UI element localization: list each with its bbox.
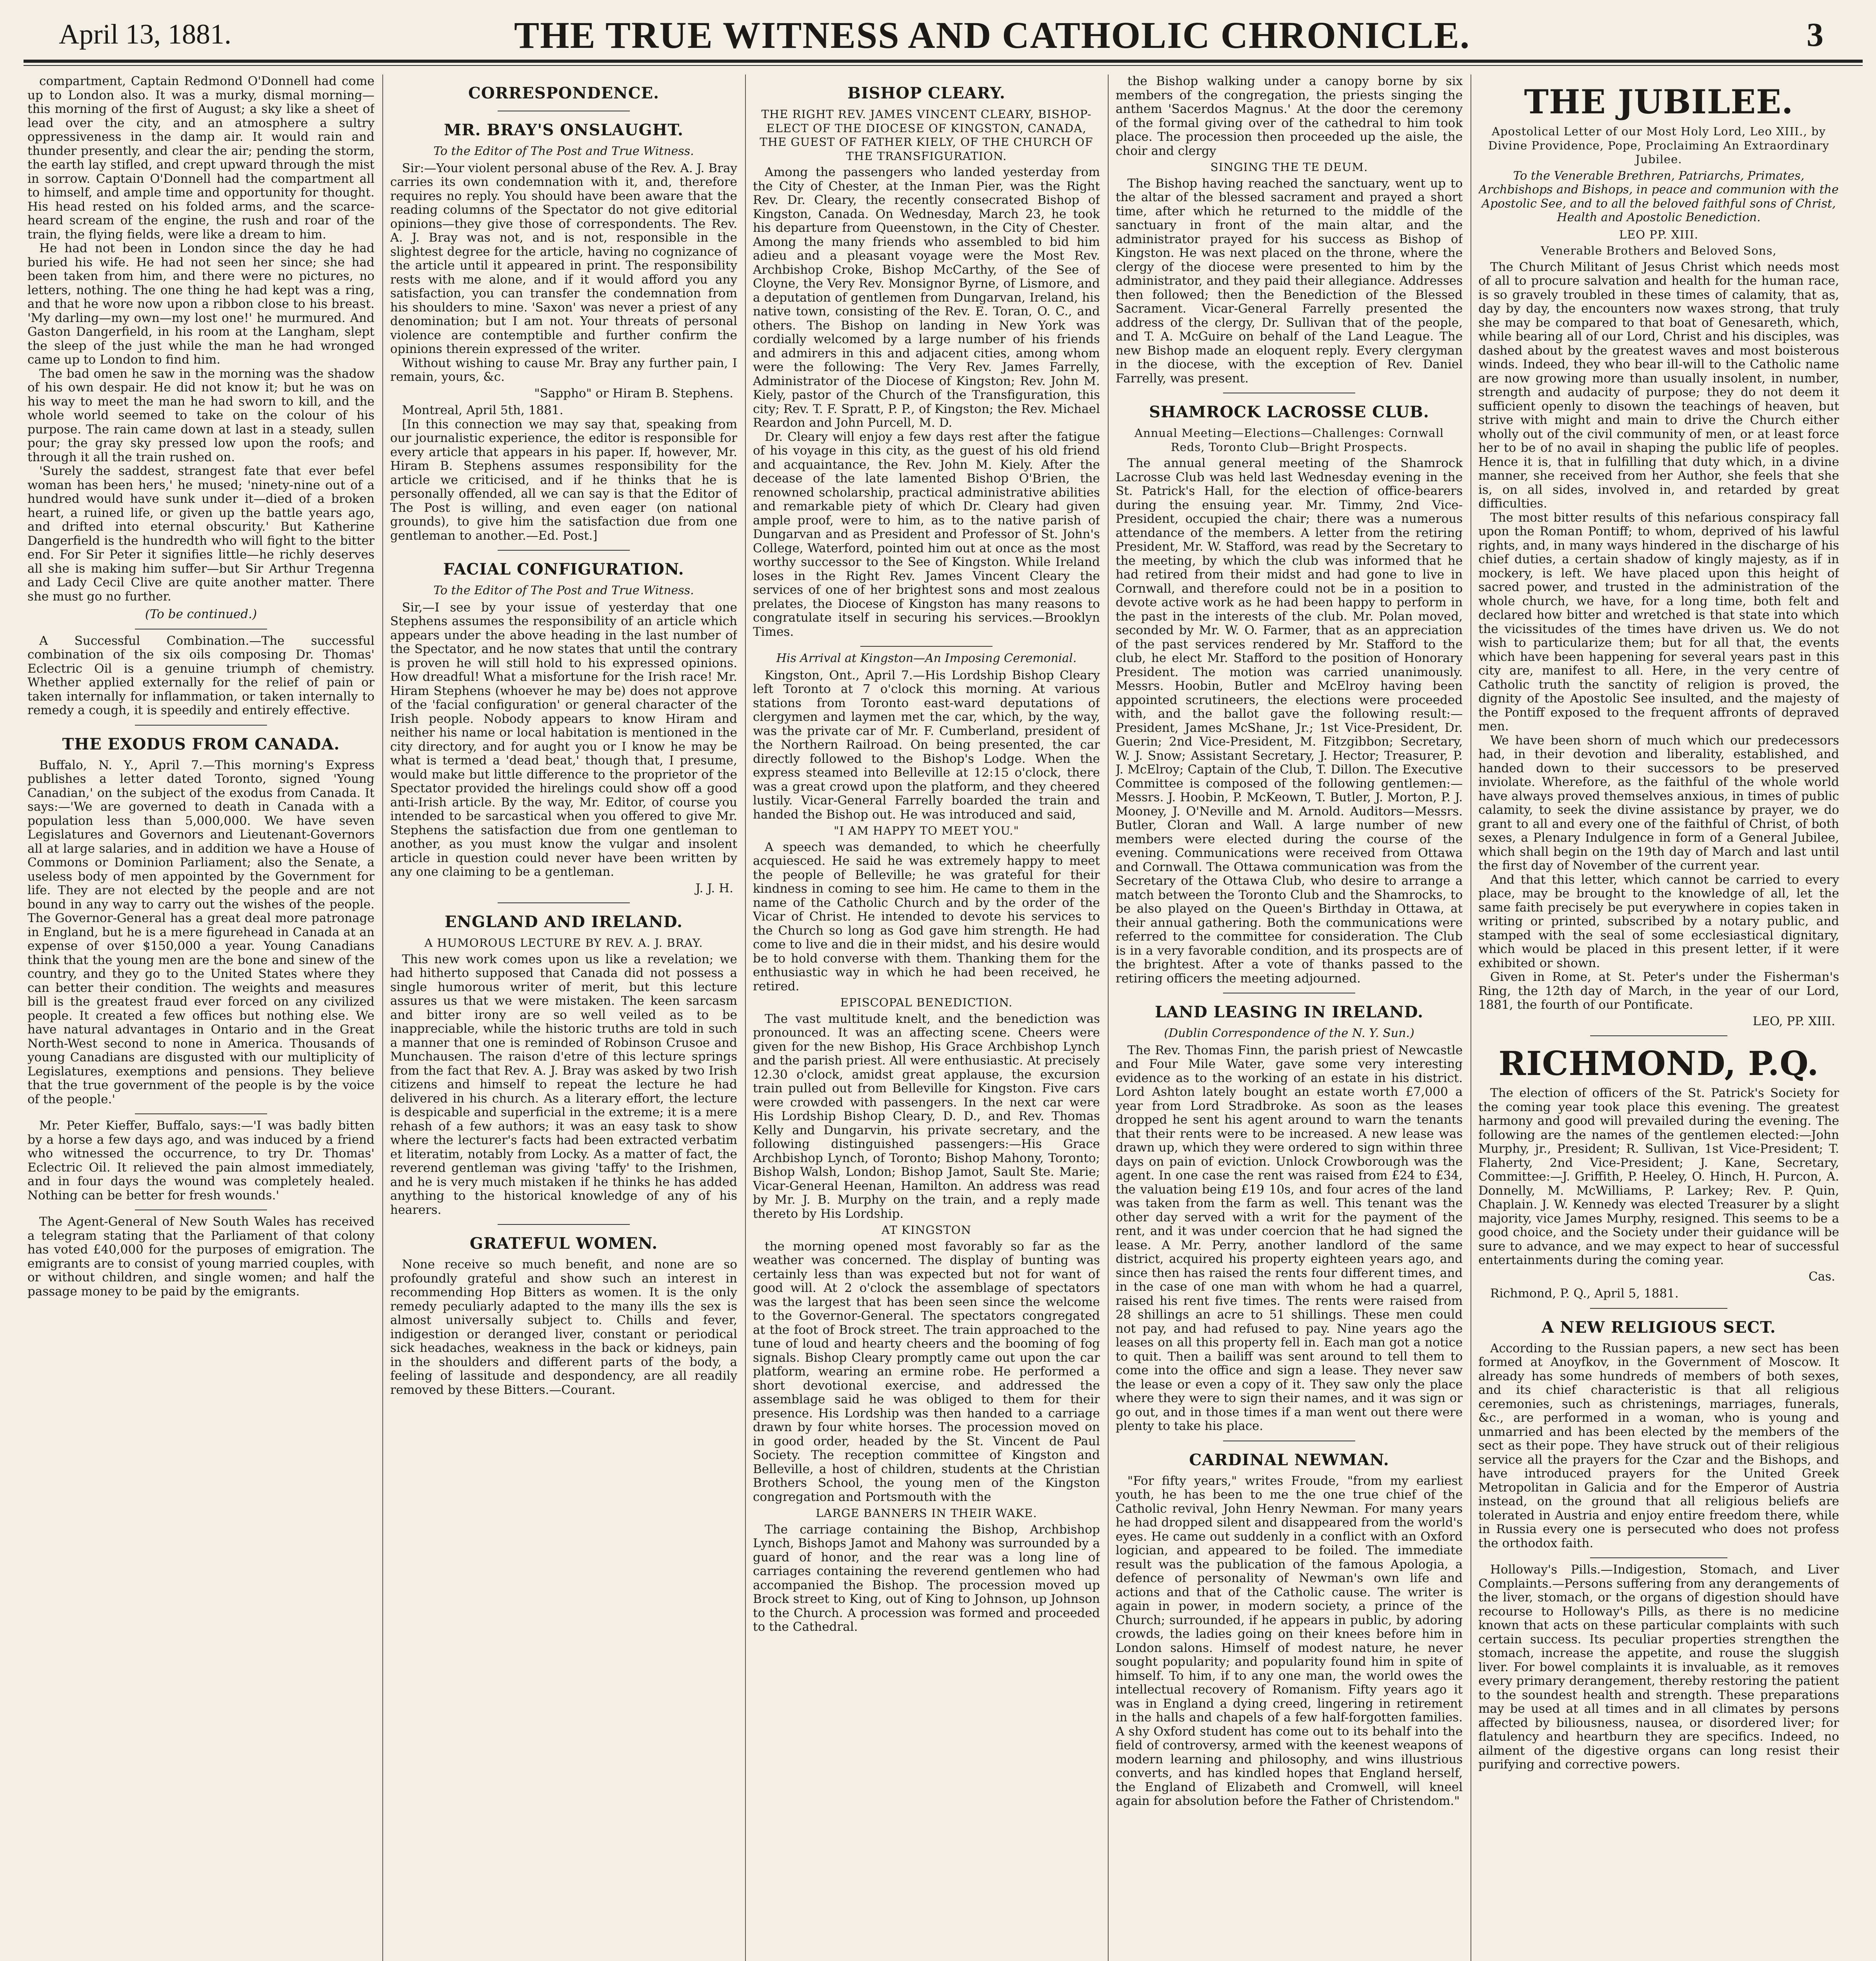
article-subheading: EPISCOPAL BENEDICTION.	[840, 996, 1013, 1009]
article-text: The annual general meeting of the Shamrock Lacrosse Club was held last Wednesday evening in the St. Patrick's Hall, for the election of office-bearers during the ensuing year. Mr. Timmy, 2nd Vice-President, occupied the chair; there was a numerous attendance of the members. A letter from the retiring President, Mr. W. Stafford, was read by the Secretary to the meeting, by which the club was informed that he had retired from their midst and had gone to live in Cornwall, and therefore could not be in a position to devote active work as he had been happy to perform in the past in the interests of the club. Mr. Polan moved, seconded by Mr. W. O. Farmer, that as an appreciation of the past services rendered by Mr. Stafford to the club, he elect Mr. Stafford to the position of Honorary President. The motion was carried unanimously. Messrs. Hoobin, Butler and McElroy having been appointed scrutineers, the elections were proceeded with, and the ballot gave the following result:—President, James McShane, Jr.; 1st Vice-President, Dr. Guerin; 2nd Vice-President, M. Fitzgibbon; Secretary, W. J. Snow; Assistant Secretary, J. Hector; Treasurer, P. J. McElroy; Captain of the Club, T. Dillon. The Executive Committee is composed of the following gentlemen:—Messrs. J. Hoobin, P. McKeown, T. Butler, J. Morton, P. J. Mooney, J. O'Neville and M. Arnold. Auditors—Messrs. Butler, Cloran and Wall. A large number of new members were elected during the course of the evening. Communications were received from Ottawa and Cornwall. The Ottawa communication was from the Secretary of the Ottawa Club, who desire to arrange a match between the Toronto Club and the Shamrocks, to be also played on the Queen's Birthday in Ottawa, at their annual gathering. Both the communications were referred to the committee for consideration. The Club is in a very favorable condition, and its prospects are of the brightest. After a vote of thanks passed to the retiring officers the meeting adjourned.	[1116, 456, 1463, 986]
signature: LEO, PP. XIII.	[1752, 1014, 1835, 1028]
article-subheading: To the Editor of The Post and True Witness.	[433, 144, 694, 158]
column-rule	[382, 75, 383, 1961]
divider	[498, 1224, 629, 1225]
article-text: the Bishop walking under a canopy borne by six members of the congregation, the priests singing the anthem 'Sacerdos Magnus.' At the door the ceremony of the formal giving over of the cathedral to him took place. The procession then proceeded up the aisle, the choir and clergy	[1116, 75, 1463, 158]
story-text: He had not been in London since the day he had buried his wife. He had not seen her since; she had been taken from him, and there were no pictures, no letters, nothing. The one thing he had kept was a ring, and that he wore now upon a ribbon close to his breast. 'My darling—my own—my lost one!' he murmured. And Gaston Dangerfield, in his room at the Langham, slept the sleep of the just while the man he had wronged came up to London to find him.	[27, 241, 374, 367]
column-3	[753, 75, 1100, 1961]
salutation: To the Venerable Brethren, Patriarchs, Primates, Archbishops and Bishops, in peace and communion with the Apostolic See, and to all the beloved faithful sons of Christ, Health and Apostolic Benediction.	[1479, 169, 1839, 224]
header-rule	[24, 60, 1863, 63]
article-subheading: SINGING THE TE DEUM.	[1210, 160, 1368, 174]
article-text: The election of officers of the St. Patrick's Society for the coming year took place this evening. The greatest harmony and good will prevailed during the evening. The following are the names of the gentlemen elected:—John Murphy, jr., President; R. Sullivan, 1st Vice-President; T. Flaherty, 2nd Vice-President; J. Kane, Secretary, Committee:—J. Griffith, P. Heeley, O. Hinch, H. Purcon, A. Donnelly, M. McWilliams, P. Larkey; Rev. P. Quin, Chaplain. J. W. Kennedy was elected Treasurer by a slight majority, vice James Murphy, resigned. This seems to be a good choice, and the Society under their guidance will be sure to advance, and we may expect to hear of successful entertainments during the coming year.	[1478, 1086, 1839, 1267]
article-text: The Church Militant of Jesus Christ which needs most of all to procure salvation and health for the human race, is so gravely troubled in these times of calamity, that as, day by day, the encounters now waxes strong, that truly she may be compared to that boat of Genesareth, which, while bearing all of our Lord, Christ and his disciples, was dashed about by the greatest waves and most boisterous winds. Indeed, they who bear ill-will to the Catholic name are now growing more than usually insolent, in number, strength and audacity of purpose; they do not deem it sufficient openly to disown the teachings of heaven, but strive with might and main to drive the Church either wholly out of the civil community of men, or at least force her to be of no avail in shaping the public life of peoples. Hence it is, that in fulfilling that duty which, in a divine manner, she received from her Author, she feels that she is, on all sides, involved in, and retarded by great difficulties.	[1478, 260, 1839, 511]
signature: J. J. H.	[695, 881, 733, 895]
article-text: A speech was demanded, to which he cheerfully acquiesced. He said he was extremely happy to meet the people of Belleville; he was grateful for their kindness in coming to see him. He came to them in the name of the Catholic Church and by the order of the Vicar of Christ. He intended to devote his services to the Church so long as God gave him strength. He had come to live and die in their midst, and his desire would be to hold converse with them. Thanking them for the enthusiastic way in which he had been received, he retired.	[753, 840, 1100, 993]
page-number: 3	[1807, 16, 1823, 53]
article-subheading: His Arrival at Kingston—An Imposing Ceremonial.	[776, 651, 1077, 665]
issue-date: April 13, 1881.	[59, 18, 231, 50]
article-text: Dr. Cleary will enjoy a few days rest after the fatigue of his voyage in this city, as the guest of his old friend and acquaintance, the Rev. John M. Kiely. After the decease of the late lamented Bishop O'Brien, the renowned scholarship, practical administrative abilities and remarkable piety of which Dr. Cleary had given ample proof, were to him, as to the native parish of Dungarvan and as President and Professor of St. John's College, Waterford, pointed him out at once as the most worthy successor to the See of Kingston. While Ireland loses in the Right Rev. James Vincent Cleary the services of one of her brightest sons and most zealous prelates, the Diocese of Kingston has many reasons to congratulate itself in securing his services.—Brooklyn Times.	[753, 429, 1100, 639]
article-subheading: "I AM HAPPY TO MEET YOU."	[834, 824, 1019, 837]
article-heading: RICHMOND, P.Q.	[1498, 1044, 1819, 1083]
article-subheading: (Dublin Correspondence of the N. Y. Sun.)	[1164, 1026, 1414, 1040]
masthead	[59, 11, 1823, 62]
article-subheading: THE RIGHT REV. JAMES VINCENT CLEARY, BISHOP-ELECT OF THE DIOCESE OF KINGSTON, CANADA, THE GUEST OF FATHER KIELY, OF THE CHURCH OF THE TRANSFIGURATION.	[760, 107, 1093, 163]
article-heading: THE EXODUS FROM CANADA.	[62, 735, 340, 753]
signature: Cas.	[1809, 1269, 1835, 1284]
advertisement: Holloway's Pills.—Indigestion, Stomach, and Liver Complaints.—Persons suffering from any derangements of the liver, stomach, or the organs of digestion should have recourse to Holloway's Pills, as there is no medicine known that acts on these particular complaints with such certain success. Its peculiar properties strengthen the stomach, increase the appetite, and rouse the sluggish liver. For bowel complaints it is invaluable, as it removes every primary derangement, thereby restoring the patient to the soundest health and strength. These preparations may be used at all times and in all climates by persons affected by biliousness, nausea, or disordered liver; for flatulency and heartburn they are specifics. Indeed, no ailment of the digestive organs can long resist their purifying and corrective powers.	[1478, 1563, 1839, 1772]
story-text: 'Surely the saddest, strangest fate that ever befel woman has been hers,' he mused; 'ninety-nine out of a hundred would have sunk under it—died of a broken heart, a ruined life, or given up the battle years ago, and drifted into eternal obscurity.' But Katherine Dangerfield is the hundredth who will fight to the bitter end. For Sir Peter it signifies little—he richly deserves all she is making him suffer—but Sir Arthur Tregenna and Lady Cecil Clive are quite another matter. There she must go no further.	[27, 464, 374, 604]
story-text: compartment, Captain Redmond O'Donnell had come up to London also. It was a murky, dismal morning—this morning of the first of August; a sky like a sheet of lead over the city, and an atmosphere a sultry oppressiveness in the damp air. It would rain and thunder presently, and clear the air; pending the storm, the earth lay stifled, and crept upward through the mist in sorrow. Captain O'Donnell had the compartment all to himself, and ample time and opportunity for thought. His head rested on his folded arms, and the scarce-heard scream of the engine, the rush and roar of the train, the flying fields, were like a dream to him.	[27, 75, 374, 242]
divider	[498, 550, 629, 551]
divider	[860, 646, 992, 647]
article-heading: LAND LEASING IN IRELAND.	[1155, 1003, 1423, 1021]
article-heading: THE JUBILEE.	[1524, 82, 1794, 121]
article-text: This new work comes upon us like a revelation; we had hitherto supposed that Canada did not possess a single humorous writer of merit, but this lecture assures us that we were mistaken. The keen sarcasm and bitter irony are so well veiled as to be inappreciable, while the historic truths are told in such a manner that one is reminded of Robinson Crusoe and Munchausen. The raison d'etre of this lecture springs from the fact that Rev. A. J. Bray was asked by two Irish citizens and himself to repeat the lecture he had delivered in his church. As a literary effort, the lecture is despicable and superficial in the extreme; it is a mere rehash of a few authors; it was an easy task to show where the lecturer's facts had been extracted verbatim et literatim, notably from Locky. As a matter of fact, the reverend gentleman was giving 'taffy' to the Irishmen, and he is very much mistaken if he thinks he has added anything to the historical knowledge of any of his hearers.	[390, 952, 737, 1217]
article-subheading: Annual Meeting—Elections—Challenges: Cornwall Reds, Toronto Club—Bright Prospects.	[1134, 426, 1444, 454]
letter-text: Sir,—I see by your issue of yesterday that one Stephens assumes the responsibility of an article which appears under the above heading in the last number of the Spectator, and he now states that until the contrary is proven he will still hold to his expressed opinions. How dreadful! What a misfortune for the Irish race! Mr. Hiram Stephens (whoever he may be) does not approve of the 'facial configuration' or general character of the Irish people. Nobody appears to know Hiram and neither his name or local habitation is mentioned in the city directory, and for aught you or I know he may be what is termed a 'dead beat,' though that, I presume, would make but little difference to the proprietor of the Spectator provided the hirelings could show off a good anti-Irish article. By the way, Mr. Editor, of course you intended to be sarcastical when you offered to give Mr. Stephens the satisfaction due from one gentleman to another, as you must know the vulgar and insolent article in question could never have been written by any one claiming to be a gentleman.	[390, 600, 737, 879]
article-text: Given in Rome, at St. Peter's under the Fisherman's Ring, the 12th day of March, in the year of our Lord, 1881, the fourth of our Pontificate.	[1478, 970, 1839, 1012]
article-heading: ENGLAND AND IRELAND.	[444, 913, 683, 931]
article-text: The Rev. Thomas Finn, the parish priest of Newcastle and Four Mile Water, gave some very interesting evidence as to the working of an estate in his district. Lord Ashton lately bought an estate worth £7,000 a year from Lord Stradbroke. As soon as the leases dropped he sent his agent around to warn the tenants that their rents were to be increased. A new lease was drawn up, which they were ordered to sign within three days on pain of eviction. Unlock Crowborough was the agent. In one case the rent was raised from £24 to £34, the valuation being £19 10s, and four acres of the land was taken from the farm as well. This tenant was the other day served with a writ for the payment of the rent, and it was under coercion that he had signed the lease. A Mr. Perry, another landlord of the same district, acquired his property eighteen years ago, and since then has raised the rents four different times, and in the case of one man with whom he had a quarrel, raised his rent five times. The rents were raised from 28 shillings an acre to 51 shillings. These men could not pay, and had refused to pay. Nine years ago the leases on all this property fell in. Each man got a notice to quit. Then a bailiff was sent around to tell them to come into the office and sign a lease. They never saw the lease or even a copy of it. They saw only the place where they were to sign their names, and it was sign or go out, and in those times if a man went out there were plenty to take his place.	[1116, 1043, 1463, 1433]
article-heading: CARDINAL NEWMAN.	[1189, 1450, 1389, 1469]
column-5	[1478, 75, 1839, 1961]
article-heading: A NEW RELIGIOUS SECT.	[1542, 1318, 1776, 1337]
divider	[1590, 1035, 1727, 1036]
advertisement: A Successful Combination.—The successful combination of the six oils composing Dr. Thomas' Eclectric Oil is a genuine triumph of chemistry. Whether applied externally for the relief of pain or taken internally for inflammation, or taken internally to remedy a cough, it is speedily and entirely effective.	[27, 633, 374, 717]
article-subheading: LARGE BANNERS IN THEIR WAKE.	[816, 1506, 1037, 1520]
article-text: We have been shorn of much which our predecessors had, in their devotion and liberality, established, and handed down to their successors to be preserved inviolate. Wherefore, as the faithful of the whole world have always proved themselves anxious, in times of public calamity, to seek the divine assistance by prayer, we do grant to all and every one of the faithful of Christ, of both sexes, a Plenary Indulgence in form of a General Jubilee, which shall begin on the 19th day of March and last until the first day of November of the current year.	[1478, 733, 1839, 873]
article-text: The Bishop having reached the sanctuary, went up to the altar of the blessed sacrament and prayed a short time, after which he returned to the middle of the sanctuary in front of the main altar, and the administrator prayed for his success as Bishop of Kingston. He was next placed on the throne, where the clergy of the diocese were presented to him by the administrator, and they paid their allegiance. Addresses then followed; then the Benediction of the Blessed Sacrament. Vicar-General Farrelly presented the address of the clergy, Dr. Sullivan that of the people, and T. A. McGuire on behalf of the Land League. The new Bishop made an eloquent reply. Every clergyman in the diocese, with the exception of Rev. Daniel Farrelly, was present.	[1116, 176, 1463, 386]
article-text: Among the passengers who landed yesterday from the City of Chester, at the Inman Pier, was the Right Rev. Dr. Cleary, the recently consecrated Bishop of Kingston, Canada. On Wednesday, March 23, he took his departure from Queenstown, in the City of Chester. Among the many friends who assembled to bid him adieu and a pleasant voyage were the Most Rev. Archbishop Croke, Bishop McCarthy, of the See of Cloyne, the Very Rev. Monsignor Byrne, of Lismore, and a deputation of gentlemen from Dungarvan, Ireland, his native town, consisting of the Rev. E. Toran, O. C., and others. The Bishop on landing in New York was cordially welcomed by a large number of his friends and admirers in this and adjacent cities, among whom were the following: The Very Rev. James Farrelly, Administrator of the Diocese of Kingston; Rev. John M. Kiely, pastor of the Church of the Transfiguration, this city; Rev. T. F. Spratt, P. P., of Kingston; the Rev. Michael Reardon and John Purcell, M. D.	[753, 165, 1100, 430]
dateline: Richmond, P. Q., April 5, 1881.	[1490, 1286, 1679, 1301]
continued-note: (To be continued.)	[145, 607, 257, 621]
column-rule	[1108, 75, 1109, 1961]
article-text: "For fifty years," writes Froude, "from my earliest youth, he has been to me the one true chief of the Catholic revival, John Henry Newman. For many years he had dropped silent and disappeared from the world's eyes. He came out suddenly in a conflict with an Oxford logician, and appeared to be foiled. The immediate result was the publication of the famous Apologia, a defence of personality of Newman's own life and actions and that of the Catholic cause. The writer is again in power, in modern society, a prince of the Church; surrounded, if he appears in public, by adoring crowds, the ladies going on their knees before him in London salons. Himself of modest nature, he never sought popularity; and popularity found him in spite of himself. To him, if to any one man, the world owes the intellectual recovery of Romanism. Fifty years ago it was in England a dying creed, lingering in retirement in the halls and chapels of a few half-forgotten families. A shy Oxford student has come out to its behalf into the field of controversy, armed with the keenest weapons of modern learning and philosophy, and wins illustrious converts, and has kindled hopes that England herself, the England of Elizabeth and Cromwell, will kneel again for absolution before the Father of Christendom."	[1116, 1473, 1463, 1808]
divider	[1590, 1308, 1727, 1309]
article-text: According to the Russian papers, a new sect has been formed at Anoyfkov, in the Government of Moscow. It already has some hundreds of members of both sexes, and its chief characteristic is that all religious ceremonies, such as christenings, marriages, funerals, &c., are performed in a woman, who is young and unmarried and has been elected by the members of the sect as their pope. They have struck out of their religious service all the prayers for the Czar and the Bishops, and have introduced prayers for the United Greek Metropolitan in Galicia and for the Emperor of Austria instead, on the ground that all religious beliefs are tolerated in Austria and enjoy entire freedom there, while in Russia every one is persecuted who does not profess the orthodox faith.	[1478, 1341, 1839, 1550]
article-text: The vast multitude knelt, and the benediction was pronounced. It was an affecting scene. Cheers were given for the new Bishop, His Grace Archbishop Lynch and the parish priest. All were enthusiastic. At precisely 12.30 o'clock, amidst great applause, the excursion train pulled out from Belleville for Kingston. Five cars were crowded with passengers. In the next car were His Lordship Bishop Cleary, D. D., and Rev. Thomas Kelly and Dungarvin, his private secretary, and the following distinguished passengers:—His Grace Archbishop Lynch, of Toronto; Bishop Mahony, Toronto; Bishop Walsh, London; Bishop Jamot, Sault Ste. Marie; Vicar-General Heenan, Hamilton. An address was read by Mr. J. B. Murphy on the train, and a reply made thereto by His Lordship.	[753, 1011, 1100, 1221]
editor-note: [In this connection we may say that, speaking from our journalistic experience, the editor is responsible for every article that appears in his paper. If, however, Mr. Hiram B. Stephens assumes responsibility for the article we criticised, and if he thinks that he is personally offended, all we can say is that the Editor of The Post is willing, and even eager (on national grounds), to give him the satisfaction due from one gentleman to another.—Ed. Post.]	[390, 417, 737, 543]
divider	[135, 725, 267, 726]
column-2	[390, 75, 737, 1961]
divider	[1590, 1557, 1727, 1558]
advertisement: None receive so much benefit, and none are so profoundly grateful and show such an interest in recommending Hop Bitters as women. It is the only remedy peculiarly adapted to the many ills the sex is almost universally subject to. Chills and fever, indigestion or deranged liver, constant or periodical sick headaches, weakness in the back or kidneys, pain in the shoulders and different parts of the body, a feeling of lassitude and despondency, are all readily removed by these Bitters.—Courant.	[390, 1257, 737, 1397]
letter-text: Without wishing to cause Mr. Bray any further pain, I remain, yours, &c.	[390, 356, 737, 384]
dateline: Montreal, April 5th, 1881.	[402, 403, 564, 417]
signature: "Sappho" or Hiram B. Stephens.	[534, 386, 733, 400]
news-item: The Agent-General of New South Wales has received a telegram stating that the Parliament of that colony has voted £40,000 for the purposes of emigration. The emigrants are to consist of young married couples, with or without children, and single women; and half the passage money to be paid by the emigrants.	[27, 1215, 374, 1299]
article-text: The carriage containing the Bishop, Archbishop Lynch, Bishops Jamot and Mahony was surrounded by a guard of honor, and the rear was a long line of carriages containing the reverend gentlemen who had accompanied the Bishop. The procession moved up Brock street to King, out of King to Johnson, up Johnson to the Church. A procession was formed and proceeded to the Cathedral.	[753, 1522, 1100, 1634]
header-rule-thin	[24, 65, 1863, 66]
column-1	[27, 75, 374, 1961]
newspaper-title: THE TRUE WITNESS AND CATHOLIC CHRONICLE.	[514, 14, 1470, 56]
article-subheading: A HUMOROUS LECTURE BY REV. A. J. BRAY.	[424, 936, 703, 950]
article-heading: GRATEFUL WOMEN.	[469, 1234, 658, 1253]
column-rule	[745, 75, 746, 1961]
article-subheading: Apostolical Letter of our Most Holy Lord, Leo XIII., by Divine Providence, Pope, Proclaiming An Extraordinary Jubilee.	[1488, 125, 1829, 166]
article-text: The most bitter results of this nefarious conspiracy fall upon the Roman Pontiff; to whom, deprived of his lawful rights, and, in many ways hindered in the discharge of his chief duties, a certain shadow of kingly majesty, as if in mockery, is left. We have placed upon this height of sacred power, and trusted in the administration of the whole church, we have, for a long time, both felt and declared how bitter and wretched is that state into which the vicissitudes of the times have driven us. We do not wish to particularize them; but for all that, the events which have been happening for several years past in this city are, manifest to all. Here, in the very centre of Catholic truth the sanctity of religion is proved, the dignity of the Apostolic See insulted, and the majesty of the Pontiff exposed to the frequent affronts of depraved men.	[1478, 510, 1839, 733]
advertisement: Mr. Peter Kieffer, Buffalo, says:—'I was badly bitten by a horse a few days ago, and was induced by a friend who witnessed the occurrence, to try Dr. Thomas' Eclectric Oil. It relieved the pain almost immediately, and in four days the wound was completely healed. Nothing can be better for fresh wounds.'	[27, 1119, 374, 1202]
article-text: And that this letter, which cannot be carried to every place, may be brought to the knowledge of all, let the same faith precisely be put everywhere in copies taken in writing or printed, subscribed by a notary public, and stamped with the seal of some ecclesiastical dignitary, which would be placed in this present letter, if it were exhibited or shown.	[1478, 872, 1839, 970]
column-4	[1116, 75, 1463, 1961]
article-heading: SHAMROCK LACROSSE CLUB.	[1149, 403, 1429, 421]
letter-text: Sir:—Your violent personal abuse of the Rev. A. J. Bray carries its own condemnation with it, and, therefore requires no reply. You should have been aware that the reading columns of the Spectator do not give editorial opinions—they give those of correspondents. The Rev. A. J. Bray was not, and is not, responsible in the slightest degree for the article, having no cognizance of the article until it appeared in print. The responsibility rests with me alone, and if it would afford you any satisfaction, you can transfer the condemnation from his shoulders to mine. 'Saxon' was never a priest of any denomination; but I am not. Your threats of personal violence are contemptible and further confirm the opinions therein expressed of the writer.	[390, 161, 737, 356]
article-heading: BISHOP CLEARY.	[847, 84, 1005, 102]
story-text: The bad omen he saw in the morning was the shadow of his own despair. He did not know it; but he was on his way to meet the man he had sworn to kill, and the whole world seemed to take on the colour of his purpose. The rain came down at last in a steady, sullen pour; the gray sky pressed low upon the roofs; and through it all the train rushed on.	[27, 366, 374, 464]
article-heading: FACIAL CONFIGURATION.	[443, 560, 684, 578]
salutation: Venerable Brothers and Beloved Sons,	[1541, 244, 1777, 257]
article-text: the morning opened most favorably so far as the weather was concerned. The display of bunting was certainly less than was expected but not for want of good will. At 2 o'clock the assemblage of spectators was the largest that has been seen since the welcome to the Governor-General. The spectators congregated at the foot of Brock street. The train approached to the tune of loud and hearty cheers and the booming of fog signals. Bishop Cleary promptly came out upon the car platform, wearing an ermine robe. He performed a short devotional exercise, and addressed the assemblage said he was obliged to them for their presence. His Lordship was then handed to a carriage drawn by four white horses. The procession moved on in good order, headed by the St. Vincent de Paul Society. The reception committee of Kingston and Belleville, a host of children, students at the Christian Brothers School, the young men of the Kingston congregation and Portsmouth with the	[753, 1239, 1100, 1504]
divider	[135, 1113, 267, 1114]
article-subheading: AT KINGSTON	[882, 1223, 971, 1237]
divider	[498, 902, 629, 903]
article-text: Buffalo, N. Y., April 7.—This morning's Express publishes a letter dated Toronto, signed 'Young Canadian,' on the subject of the exodus from Canada. It says:—'We are governed to death in Canada with a population less than 5,000,000. We have seven Legislatures and Governors and Lieutenant-Governors all at large salaries, and in addition we have a House of Commons or Dominion Parliament; also the Senate, a useless body of men appointed by the Government for life. They are not elected by the people and are not bound in any way to carry out the wishes of the people. The Governor-General has a great deal more patronage in England, but he is a mere figurehead in Canada at an expense of over $150,000 a year. Young Canadians think that the young men are the bone and sinew of the country, and they go to the United States where they can better their condition. The weights and measures bill is the greatest fraud ever forced on any civilized people. It created a few offices but nothing else. We have natural advantages in Ontario and in the Great North-West second to none in America. Thousands of young Canadians are disgusted with our multiplicity of Legislatures, exemptions and pensions. They believe that the true government of the people is by the voice of the people.'	[27, 758, 374, 1106]
article-text: Kingston, Ont., April 7.—His Lordship Bishop Cleary left Toronto at 7 o'clock this morning. At various stations from Toronto east-ward deputations of clergymen and laymen met the car, which, by the way, was the private car of Mr. F. Cumberland, president of the Northern Railroad. On being presented, the car directly followed to the Bishop's Lodge. When the express steamed into Belleville at 12:15 o'clock, there was a great crowd upon the platform, and they cheered lustily. Vicar-General Farrelly boarded the train and handed the Bishop out. He was introduced and said,	[753, 668, 1100, 822]
article-heading: MR. BRAY'S ONSLAUGHT.	[444, 121, 684, 139]
article-subheading: To the Editor of The Post and True Witness.	[433, 584, 694, 597]
section-heading: CORRESPONDENCE.	[468, 84, 659, 102]
pontiff-heading: LEO PP. XIII.	[1619, 227, 1699, 241]
